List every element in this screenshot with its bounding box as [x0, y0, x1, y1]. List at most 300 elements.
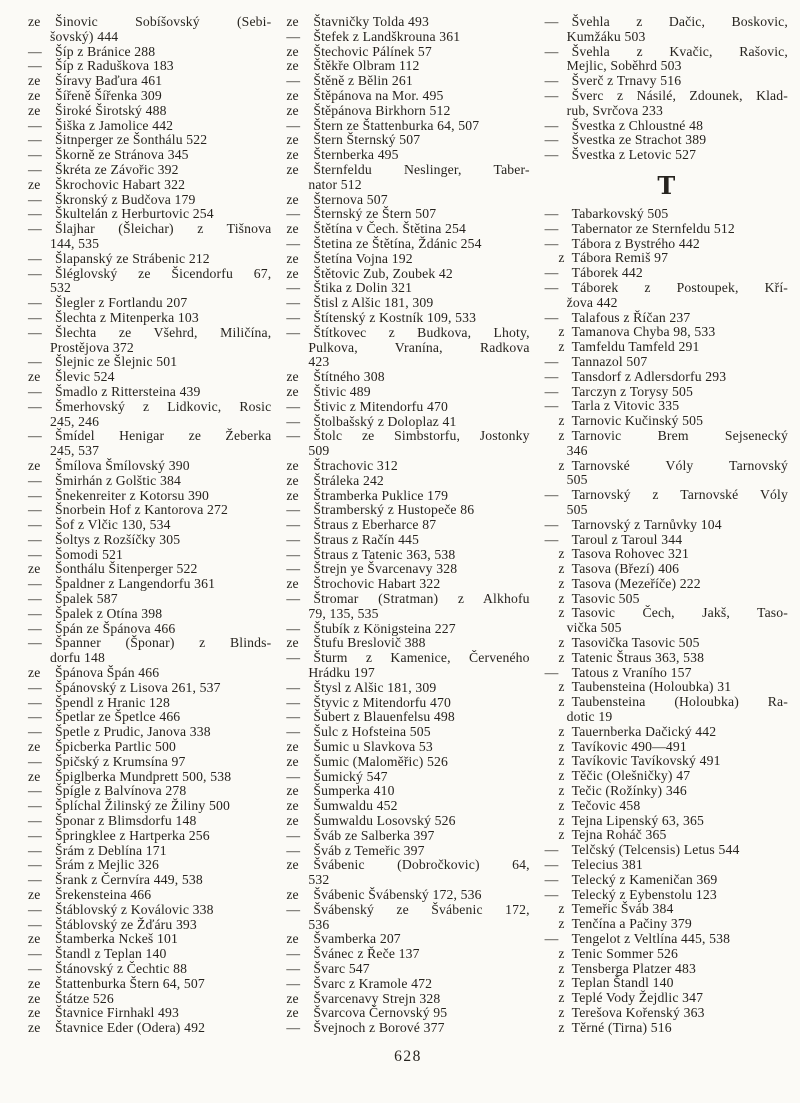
entry-prefix: — — [286, 413, 301, 429]
entry-text: Tečovic 458 — [571, 797, 641, 813]
entry-text: Šlapanský ze Strábenic 212 — [55, 250, 210, 266]
entry-text: Šplíchal Žilinský ze Žiliny 500 — [55, 798, 230, 814]
entry-text: Štufu Breslovič 388 — [313, 635, 426, 651]
entry-prefix: z — [558, 812, 565, 828]
index-entry-line — [28, 503, 271, 518]
entry-text: Šváb z Temeřic 397 — [313, 842, 425, 858]
entry-text: Tenčína a Pačiny 379 — [571, 916, 692, 932]
entry-prefix: — — [544, 132, 559, 148]
entry-prefix: — — [28, 398, 42, 414]
index-entry-line — [286, 15, 529, 30]
entry-text: 423 — [308, 354, 330, 370]
index-entry-line — [545, 281, 788, 296]
entry-text: Taubensteina (Holoubka) 31 — [571, 679, 732, 695]
entry-prefix: ze — [286, 739, 299, 755]
entry-text: 245, 537 — [50, 443, 100, 459]
entry-text: Štítného 308 — [313, 369, 385, 385]
index-entry-line — [286, 947, 529, 962]
index-entry-line — [286, 888, 529, 903]
entry-prefix: — — [544, 279, 559, 295]
index-entry-line — [286, 784, 529, 799]
index-entry-line — [545, 651, 788, 666]
entry-prefix: — — [286, 620, 301, 636]
entry-text: Švarcenavy Strejn 328 — [313, 990, 441, 1006]
index-entry-line — [286, 666, 529, 681]
entry-prefix: — — [286, 827, 301, 843]
index-entry-line — [286, 296, 529, 311]
index-entry-line — [286, 459, 529, 474]
index-entry-line — [545, 45, 788, 60]
entry-prefix: ze — [286, 457, 299, 473]
entry-prefix: z — [558, 1019, 565, 1035]
entry-text: Šitnperger ze Šonthálu 522 — [55, 132, 208, 148]
index-entry-line — [28, 30, 271, 45]
entry-text: Šverc z Násilé, Zdounek, Klad- — [571, 87, 788, 103]
index-entry-line — [28, 888, 271, 903]
entry-text: Štern ze Štattenburka 64, 507 — [313, 117, 480, 133]
entry-text: Štětína v Čech. Štětina 254 — [313, 221, 467, 237]
entry-text: rub, Svrčova 233 — [566, 102, 663, 118]
entry-prefix: — — [28, 916, 42, 932]
entry-prefix: ze — [28, 369, 41, 385]
entry-prefix: ze — [28, 176, 41, 192]
index-entry-line — [545, 858, 788, 873]
entry-text: Mejlic, Soběhrd 503 — [566, 58, 682, 74]
entry-text: Hrádku 197 — [308, 665, 375, 681]
entry-text: Šrekensteina 466 — [55, 887, 152, 903]
entry-text: Šonthálu Šitenperger 522 — [55, 561, 198, 577]
entry-prefix: — — [28, 132, 42, 148]
entry-prefix: z — [558, 753, 565, 769]
entry-prefix: — — [28, 798, 42, 814]
index-entry-line — [28, 533, 271, 548]
entry-text: Šumwaldu 452 — [313, 798, 398, 814]
index-entry-line — [545, 754, 788, 769]
index-entry-line — [28, 459, 271, 474]
entry-prefix: ze — [286, 798, 299, 814]
entry-prefix: ze — [286, 990, 299, 1006]
index-entry-line — [545, 799, 788, 814]
entry-text: Švábenský ze Švábenic 172, — [313, 901, 530, 917]
entry-text: vička 505 — [566, 620, 622, 636]
entry-prefix: — — [28, 679, 42, 695]
index-entry-line — [28, 148, 271, 163]
entry-prefix: ze — [286, 102, 299, 118]
entry-prefix: z — [558, 768, 565, 784]
index-entry-line — [545, 814, 788, 829]
index-entry-line — [28, 651, 271, 666]
index-entry-line — [286, 873, 529, 888]
index-entry-line — [545, 266, 788, 281]
entry-text: Štětovic Zub, Zoubek 42 — [313, 265, 453, 281]
index-entry-line — [545, 414, 788, 429]
index-entry-line — [28, 267, 271, 282]
index-entry-line — [286, 341, 529, 356]
entry-prefix: z — [558, 723, 565, 739]
entry-text: Tejna Roháč 365 — [571, 827, 667, 843]
index-entry-line — [286, 607, 529, 622]
entry-text: Štechovic Pálínek 57 — [313, 43, 432, 59]
entry-text: Šmirhán z Golštic 384 — [55, 472, 181, 488]
entry-prefix: z — [558, 635, 565, 651]
entry-text: 505 — [566, 472, 588, 488]
index-entry-line — [286, 104, 529, 119]
index-entry-line — [545, 680, 788, 695]
entry-text: Šrám z Deblína 171 — [55, 842, 167, 858]
entry-text: Těrné (Tirna) 516 — [571, 1019, 672, 1035]
index-entry-line — [286, 1021, 529, 1036]
entry-prefix: — — [544, 398, 559, 414]
index-entry-line — [28, 370, 271, 385]
entry-text: Štetína Vojna 192 — [313, 250, 413, 266]
entry-prefix: — — [544, 368, 559, 384]
entry-prefix: — — [544, 147, 559, 163]
index-entry-line — [545, 459, 788, 474]
entry-text: Taroul z Taroul 344 — [571, 531, 683, 547]
entry-text: Šrank z Černvíra 449, 538 — [55, 872, 203, 888]
index-entry-line — [28, 355, 271, 370]
entry-text: Telecký z Kameničan 369 — [571, 871, 718, 887]
index-entry-line — [545, 370, 788, 385]
entry-text: Švarc 547 — [313, 961, 370, 976]
entry-text: Švábenic Švábenský 172, 536 — [313, 887, 482, 903]
entry-prefix: z — [558, 457, 565, 473]
entry-prefix: — — [286, 280, 301, 296]
entry-prefix: ze — [286, 635, 299, 651]
entry-prefix: — — [28, 531, 42, 547]
entry-text: Špicberka Partlic 500 — [55, 739, 176, 755]
index-entry-line — [286, 651, 529, 666]
entry-text: Tarnovské Vóly Tarnovský — [571, 457, 788, 473]
entry-prefix: — — [544, 531, 559, 547]
entry-prefix: — — [544, 857, 559, 873]
index-entry-line — [286, 518, 529, 533]
index-entry-line — [28, 607, 271, 622]
index-entry-line — [545, 503, 788, 518]
index-entry-line — [545, 873, 788, 888]
index-entry-line — [28, 207, 271, 222]
entry-text: Štítkovec z Budkova, Lhoty, — [313, 324, 530, 340]
entry-text: Švehla z Dačic, Boskovic, — [571, 14, 788, 29]
entry-text: Štolbašský z Doloplaz 41 — [313, 413, 457, 429]
entry-prefix: — — [28, 605, 42, 621]
index-entry-line — [286, 799, 529, 814]
entry-prefix: z — [558, 413, 565, 429]
index-entry-line — [286, 932, 529, 947]
index-entry-line — [286, 444, 529, 459]
entry-prefix: ze — [286, 147, 299, 163]
entry-text: Štánovský z Čechtic 88 — [55, 961, 188, 976]
entry-text: Terešova Kořenský 363 — [571, 1005, 705, 1020]
entry-text: Švarcova Černovský 95 — [313, 1005, 448, 1021]
entry-prefix: — — [28, 265, 42, 281]
index-entry-line — [286, 962, 529, 977]
index-entry-line — [286, 814, 529, 829]
index-entry-line — [545, 710, 788, 725]
entry-text: Tábora z Bystrého 442 — [571, 235, 700, 251]
index-entry-line — [286, 163, 529, 178]
entry-text: Švánec z Řeče 137 — [313, 946, 420, 962]
entry-prefix: — — [286, 901, 301, 917]
index-entry-line — [545, 784, 788, 799]
entry-text: Štěkře Olbram 112 — [313, 58, 420, 74]
index-entry-line — [286, 237, 529, 252]
entry-prefix: z — [558, 901, 565, 917]
entry-prefix: — — [28, 635, 42, 651]
entry-prefix: — — [544, 265, 559, 281]
entry-prefix: — — [28, 709, 42, 725]
entry-prefix: — — [286, 591, 301, 607]
entry-prefix: z — [558, 1005, 565, 1020]
entry-prefix: — — [544, 117, 559, 133]
entry-prefix: — — [286, 235, 301, 251]
entry-text: Šponar z Blimsdorfu 148 — [55, 813, 197, 829]
index-entry-line — [545, 444, 788, 459]
entry-text: Šumic (Maloměřic) 526 — [313, 753, 448, 769]
entry-prefix: z — [558, 990, 565, 1006]
entry-text: Šternfeldu Neslinger, Taber- — [313, 161, 530, 177]
index-entry-line — [28, 296, 271, 311]
entry-prefix: ze — [286, 161, 299, 177]
entry-text: Šmadlo z Rittersteina 439 — [55, 383, 201, 399]
entry-prefix: — — [28, 206, 42, 222]
entry-prefix: — — [28, 354, 42, 370]
entry-text: Štern Šternský 507 — [313, 132, 421, 148]
entry-prefix: — — [286, 531, 301, 547]
page-number: 628 — [394, 1047, 422, 1065]
index-entry-line — [545, 488, 788, 503]
entry-text: Švamberka 207 — [313, 931, 401, 947]
index-entry-line — [28, 311, 271, 326]
entry-text: žova 442 — [566, 294, 618, 310]
entry-text: Šlajhar (Šleichar) z Tišnova — [55, 221, 272, 237]
entry-text: Štěně z Bělin 261 — [313, 73, 413, 89]
entry-text: Teplé Vody Žejdlic 347 — [571, 990, 704, 1006]
entry-prefix: — — [28, 694, 42, 710]
entry-prefix: — — [544, 886, 559, 902]
entry-text: Tarczyn z Torysy 505 — [571, 383, 693, 399]
entry-prefix: — — [544, 205, 559, 221]
entry-prefix: ze — [286, 472, 299, 488]
entry-text: Štisl z Alšic 181, 309 — [313, 295, 434, 311]
entry-text: Štrochovic Habart 322 — [313, 576, 441, 592]
entry-text: Štáblovský z Koválovic 338 — [55, 901, 214, 917]
index-entry-line — [28, 518, 271, 533]
entry-prefix: — — [544, 516, 559, 532]
index-entry-line — [28, 444, 271, 459]
entry-text: Šlevic 524 — [55, 369, 115, 385]
index-entry-line — [286, 89, 529, 104]
entry-prefix: — — [286, 398, 301, 414]
entry-text: Špalek z Otína 398 — [55, 605, 163, 621]
entry-prefix: — — [28, 946, 42, 962]
entry-text: Šnekenreiter z Kotorsu 390 — [55, 487, 210, 503]
entry-prefix: ze — [28, 975, 41, 991]
entry-text: Šlechta ze Všehrd, Miličína, — [55, 324, 272, 340]
entry-text: Špetlar ze Špetlce 466 — [55, 709, 181, 725]
entry-text: Táborek 442 — [571, 265, 643, 281]
entry-text: Štivic 489 — [313, 383, 371, 399]
entry-prefix: ze — [28, 768, 41, 784]
entry-prefix: — — [28, 753, 42, 769]
entry-text: Škorně ze Stránova 345 — [55, 147, 189, 163]
entry-text: Šumwaldu Losovský 526 — [313, 813, 456, 829]
entry-text: Špánovský z Lisova 261, 537 — [55, 679, 221, 695]
entry-prefix: — — [28, 161, 42, 177]
index-entry-line — [545, 104, 788, 119]
entry-prefix: — — [28, 620, 42, 636]
entry-text: Štubík z Königsteina 227 — [313, 620, 456, 636]
entry-prefix: z — [558, 605, 565, 621]
index-entry-line — [28, 1021, 271, 1036]
index-entry-line — [545, 547, 788, 562]
index-entry-line — [28, 932, 271, 947]
entry-text: Štefek z Landškrouna 361 — [313, 28, 461, 44]
entry-text: Šof z Vlčic 130, 534 — [55, 517, 171, 533]
entry-text: 536 — [308, 916, 330, 932]
entry-prefix: ze — [28, 665, 41, 681]
entry-prefix: ze — [286, 58, 299, 74]
entry-text: Šmerhovský z Lidkovic, Rosic — [55, 398, 272, 414]
entry-text: Telecký z Eybenstolu 123 — [571, 886, 717, 902]
index-entry-line — [28, 385, 271, 400]
entry-prefix: — — [28, 295, 42, 311]
entry-text: Tejna Lipenský 63, 365 — [571, 812, 705, 828]
entry-text: Tasovic 505 — [571, 590, 640, 606]
entry-text: Švejnoch z Borové 377 — [313, 1020, 445, 1036]
entry-text: Telčský (Telcensis) Letus 544 — [571, 842, 740, 858]
entry-prefix: z — [558, 916, 565, 932]
index-entry-line — [545, 902, 788, 917]
index-entry-line — [286, 858, 529, 873]
index-entry-line — [28, 799, 271, 814]
entry-prefix: — — [286, 709, 301, 725]
entry-prefix: — — [28, 58, 42, 74]
entry-text: Štěpánova na Mor. 495 — [313, 87, 444, 103]
entry-text: Škrochovic Habart 322 — [55, 176, 186, 192]
entry-text: Štandl z Teplan 140 — [55, 946, 167, 962]
entry-text: Šturm z Kamenice, Červeného — [313, 650, 530, 666]
entry-prefix: — — [286, 295, 301, 311]
entry-prefix: ze — [286, 1005, 299, 1021]
entry-prefix: — — [28, 857, 42, 873]
entry-prefix: — — [286, 975, 301, 991]
entry-prefix: z — [558, 546, 565, 562]
index-entry-line — [545, 30, 788, 45]
entry-prefix: — — [28, 43, 42, 59]
entry-text: 245, 246 — [50, 413, 100, 429]
index-entry-line — [28, 962, 271, 977]
entry-text: Šmídel Henigar ze Žeberka — [55, 428, 272, 444]
index-entry-line — [286, 592, 529, 607]
entry-text: Tengelot z Veltlína 445, 538 — [571, 931, 731, 947]
entry-prefix: z — [558, 783, 565, 799]
index-entry-line — [545, 355, 788, 370]
entry-text: Štavnice Firnhakl 493 — [55, 1005, 180, 1021]
entry-prefix: — — [544, 842, 559, 858]
entry-text: Špringklee z Hartperka 256 — [55, 827, 210, 843]
index-entry-line — [28, 740, 271, 755]
entry-prefix: — — [286, 309, 301, 325]
entry-text: Tarnovic Kučinský 505 — [571, 413, 704, 429]
entry-prefix: z — [558, 324, 565, 340]
index-entry-line — [545, 577, 788, 592]
entry-prefix: ze — [286, 191, 299, 207]
index-entry-line — [545, 133, 788, 148]
entry-text: Teplan Štandl 140 — [571, 975, 674, 991]
entry-prefix: z — [558, 945, 565, 961]
entry-text: Štolc ze Simbstorfu, Jostonky — [313, 428, 530, 444]
index-entry-line — [286, 903, 529, 918]
index-entry-line — [28, 873, 271, 888]
entry-prefix: z — [558, 250, 565, 266]
index-entry-line — [286, 59, 529, 74]
entry-text: Tarla z Vitovic 335 — [571, 398, 680, 414]
index-entry-line — [286, 829, 529, 844]
entry-prefix: ze — [28, 1020, 41, 1036]
entry-text: Tabarkovský 505 — [571, 205, 669, 221]
entry-text: Tatenic Štraus 363, 538 — [571, 649, 705, 665]
entry-prefix: ze — [28, 87, 41, 103]
entry-prefix: — — [544, 73, 559, 89]
entry-text: nator 512 — [308, 176, 362, 192]
entry-prefix: z — [558, 960, 565, 976]
index-entry-line — [286, 740, 529, 755]
entry-text: Tatous z Vraního 157 — [571, 664, 692, 680]
index-entry-line — [28, 577, 271, 592]
entry-prefix: — — [28, 117, 42, 133]
entry-text: Šumic u Slavkova 53 — [313, 739, 433, 755]
entry-text: Špaldner z Langendorfu 361 — [55, 576, 216, 592]
entry-text: Tasovic Čech, Jakš, Taso- — [571, 605, 788, 621]
index-entry-line — [28, 858, 271, 873]
entry-text: Kumžáku 503 — [566, 28, 646, 44]
entry-text: Tábora Remiš 97 — [571, 250, 669, 266]
entry-text: Šulc z Hofsteina 505 — [313, 724, 431, 740]
index-column-1 — [28, 15, 271, 1036]
entry-prefix: z — [558, 827, 565, 843]
entry-text: Švestka z Letovic 527 — [571, 147, 697, 163]
entry-text: Špánova Špán 466 — [55, 665, 160, 681]
entry-prefix: — — [28, 472, 42, 488]
entry-text: 79, 135, 535 — [308, 605, 379, 621]
index-entry-line — [545, 251, 788, 266]
index-entry-line — [28, 59, 271, 74]
entry-text: Tasova Rohovec 321 — [571, 546, 689, 562]
entry-text: Šířeně Šířenka 309 — [55, 87, 162, 103]
entry-prefix: — — [286, 561, 301, 577]
index-entry-line — [545, 429, 788, 444]
entry-text: Švestka ze Strachot 389 — [571, 132, 707, 148]
entry-prefix: ze — [286, 265, 299, 281]
entry-text: Štyvic z Mitendorfu 470 — [313, 694, 451, 710]
index-entry-line — [545, 399, 788, 414]
entry-text: Štrachovic 312 — [313, 457, 398, 473]
index-entry-line — [28, 400, 271, 415]
entry-prefix: — — [28, 901, 42, 917]
entry-prefix: z — [558, 679, 565, 695]
index-entry-line — [28, 178, 271, 193]
entry-prefix: — — [544, 220, 559, 236]
entry-prefix: — — [286, 206, 301, 222]
index-entry-line — [286, 400, 529, 415]
entry-text: Tannazol 507 — [571, 353, 648, 369]
entry-text: Škultelán z Herburtovic 254 — [55, 206, 214, 222]
entry-prefix: — — [544, 871, 559, 887]
index-entry-line — [28, 252, 271, 267]
entry-text: Švarc z Kramole 472 — [313, 975, 433, 991]
entry-text: Švehla z Kvačic, Rašovic, — [571, 43, 788, 59]
